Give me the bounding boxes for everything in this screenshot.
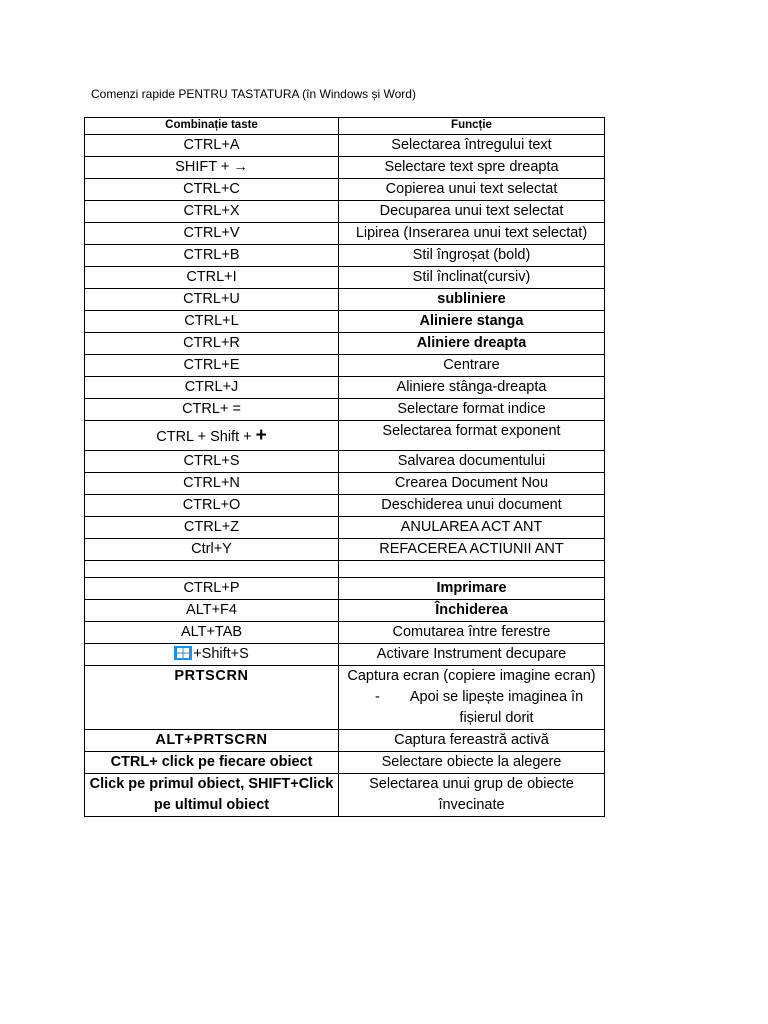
table-row [85, 752, 605, 774]
table-row [85, 473, 605, 495]
shortcut-function-text: Captura ecran (copiere imagine ecran) [347, 668, 596, 684]
header-function: Funcție [339, 118, 605, 135]
table-row [85, 179, 605, 201]
table-row [85, 421, 605, 451]
shortcut-keys-text: +Shift+S [193, 646, 249, 662]
sub-list-item [343, 687, 600, 729]
table-row [85, 377, 605, 399]
table-row [85, 201, 605, 223]
shortcut-keys [85, 421, 339, 451]
shortcut-keys: CTRL+ = [85, 399, 339, 421]
table-row [85, 539, 605, 561]
shortcut-function: Captura fereastră activă [339, 730, 605, 752]
shortcut-function: Decuparea unui text selectat [339, 201, 605, 223]
table-row-empty [85, 561, 605, 578]
sub-item-text: Apoi se lipește imaginea în fișierul dorit [409, 689, 584, 726]
table-row [85, 517, 605, 539]
table-row [85, 223, 605, 245]
table-row [85, 157, 605, 179]
table-row [85, 289, 605, 311]
shortcut-keys: ALT+F4 [85, 600, 339, 622]
shortcut-function: Deschiderea unui document [339, 495, 605, 517]
shortcut-keys: CTRL+P [85, 578, 339, 600]
plus-symbol: + [255, 425, 267, 446]
shortcut-keys: SHIFT + → [85, 157, 339, 179]
table-header-row [85, 118, 605, 135]
header-keys: Combinație taste [85, 118, 339, 135]
shortcut-keys: CTRL+U [85, 289, 339, 311]
shortcut-function: Centrare [339, 355, 605, 377]
shortcut-function: Comutarea între ferestre [339, 622, 605, 644]
document-title: Comenzi rapide PENTRU TASTATURA (în Windows și Word) [91, 87, 416, 101]
shortcut-function [339, 666, 605, 730]
table-row [85, 355, 605, 377]
shortcut-function: Selectare format indice [339, 399, 605, 421]
shortcut-function [339, 561, 605, 578]
table-row [85, 135, 605, 157]
shortcut-keys: CTRL+N [85, 473, 339, 495]
shortcut-keys: ALT+PRTSCRN [85, 730, 339, 752]
shortcut-function: Copierea unui text selectat [339, 179, 605, 201]
table-row [85, 399, 605, 421]
table-row [85, 730, 605, 752]
shortcut-function: REFACEREA ACTIUNII ANT [339, 539, 605, 561]
shortcut-function: Activare Instrument decupare [339, 644, 605, 666]
shortcut-function: Selectarea unui grup de obiecte învecinate [339, 774, 605, 817]
list-dash: - [375, 689, 380, 705]
shortcut-function: subliniere [339, 289, 605, 311]
table-row [85, 622, 605, 644]
shortcut-keys: PRTSCRN [85, 666, 339, 730]
table-row [85, 578, 605, 600]
shortcut-keys: CTRL+L [85, 311, 339, 333]
shortcut-keys: CTRL+ click pe fiecare obiect [85, 752, 339, 774]
shortcut-function: Crearea Document Nou [339, 473, 605, 495]
shortcut-function: Selectare obiecte la alegere [339, 752, 605, 774]
shortcut-function: Selectarea întregului text [339, 135, 605, 157]
shortcut-function: Aliniere stânga-dreapta [339, 377, 605, 399]
shortcut-function: ANULAREA ACT ANT [339, 517, 605, 539]
windows-logo-icon [174, 646, 192, 660]
shortcut-function: Stil înclinat(cursiv) [339, 267, 605, 289]
shortcut-keys [85, 561, 339, 578]
shortcut-keys-text: CTRL + Shift + [156, 429, 256, 445]
shortcut-keys: CTRL+A [85, 135, 339, 157]
shortcut-function: Lipirea (Inserarea unui text selectat) [339, 223, 605, 245]
shortcut-keys: Ctrl+Y [85, 539, 339, 561]
shortcut-keys: Click pe primul obiect, SHIFT+Click pe ultimul obiect [85, 774, 339, 817]
shortcut-function: Stil îngroșat (bold) [339, 245, 605, 267]
table-row [85, 666, 605, 730]
table-row [85, 333, 605, 355]
table-row [85, 774, 605, 817]
shortcut-function: Selectarea format exponent [339, 421, 605, 451]
shortcut-keys: ALT+TAB [85, 622, 339, 644]
shortcut-keys [85, 644, 339, 666]
table-row [85, 451, 605, 473]
shortcut-keys: CTRL+Z [85, 517, 339, 539]
shortcut-keys: CTRL+R [85, 333, 339, 355]
shortcut-function: Închiderea [339, 600, 605, 622]
table-row [85, 245, 605, 267]
shortcut-keys: CTRL+J [85, 377, 339, 399]
shortcut-keys: CTRL+E [85, 355, 339, 377]
shortcut-function: Imprimare [339, 578, 605, 600]
windows-logo-svg [174, 646, 192, 660]
shortcut-keys: CTRL+S [85, 451, 339, 473]
table-row [85, 600, 605, 622]
shortcut-keys: CTRL+I [85, 267, 339, 289]
shortcut-function: Salvarea documentului [339, 451, 605, 473]
shortcut-keys: CTRL+O [85, 495, 339, 517]
table-row [85, 311, 605, 333]
shortcut-keys: CTRL+V [85, 223, 339, 245]
shortcut-keys: CTRL+B [85, 245, 339, 267]
shortcut-keys: CTRL+C [85, 179, 339, 201]
shortcut-function: Aliniere stanga [339, 311, 605, 333]
table-row [85, 267, 605, 289]
shortcuts-table [84, 117, 605, 817]
shortcut-function: Selectare text spre dreapta [339, 157, 605, 179]
table-row [85, 495, 605, 517]
shortcut-function: Aliniere dreapta [339, 333, 605, 355]
shortcut-keys: CTRL+X [85, 201, 339, 223]
table-row [85, 644, 605, 666]
